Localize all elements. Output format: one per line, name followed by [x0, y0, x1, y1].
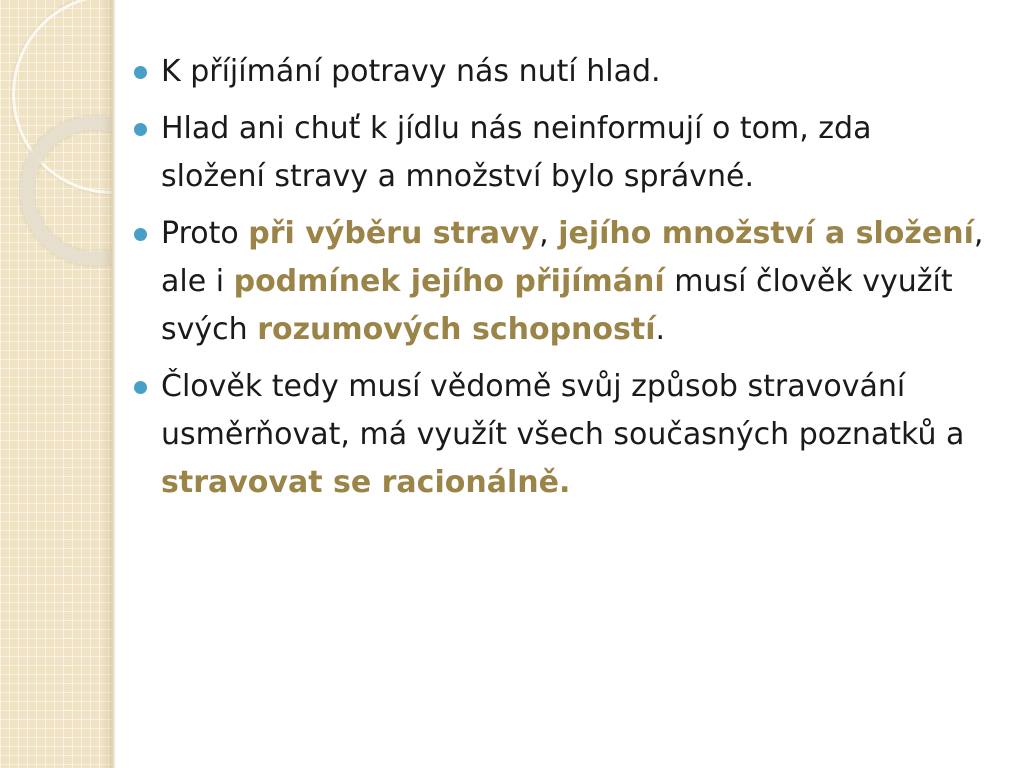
bullet-text: Proto: [161, 216, 249, 251]
bullet-text: musí člověk využít svých: [161, 264, 953, 347]
bullet-dot-icon: [134, 123, 147, 136]
bullet-item-4: [134, 363, 984, 507]
highlight-text: rozumových schopností: [257, 312, 656, 347]
bullet-list: [134, 48, 984, 507]
decorative-side-strip: [0, 0, 112, 768]
bullet-text: K příjímání potravy nás nutí hlad.: [161, 54, 661, 89]
bullet-item-3: [134, 210, 984, 354]
bullet-text: , ale i: [161, 216, 984, 299]
bullet-dot-icon: [134, 66, 147, 79]
highlight-text: jejího množství a složení: [558, 216, 974, 251]
highlight-text: stravovat se racionálně.: [161, 465, 571, 500]
bullet-item-1: [134, 48, 984, 96]
bullet-text: ,: [539, 216, 559, 251]
bullet-dot-icon: [134, 381, 147, 394]
bullet-text: .: [655, 312, 666, 347]
highlight-text: při výběru stravy: [248, 216, 540, 251]
bullet-dot-icon: [134, 228, 147, 241]
bullet-text: Hlad ani chuť k jídlu nás neinformují o tom, zda složení stravy a množství bylo správné.: [161, 111, 872, 194]
slide-content: [134, 48, 984, 516]
bullet-item-2: [134, 105, 984, 201]
bullet-text: Člověk tedy musí vědomě svůj způsob stravování usměrňovat, má využít všech současných poznatků a: [161, 369, 965, 452]
strip-shadow: [102, 0, 112, 768]
strip-edge-divider: [112, 0, 116, 768]
highlight-text: podmínek jejího přijímání: [233, 264, 665, 299]
